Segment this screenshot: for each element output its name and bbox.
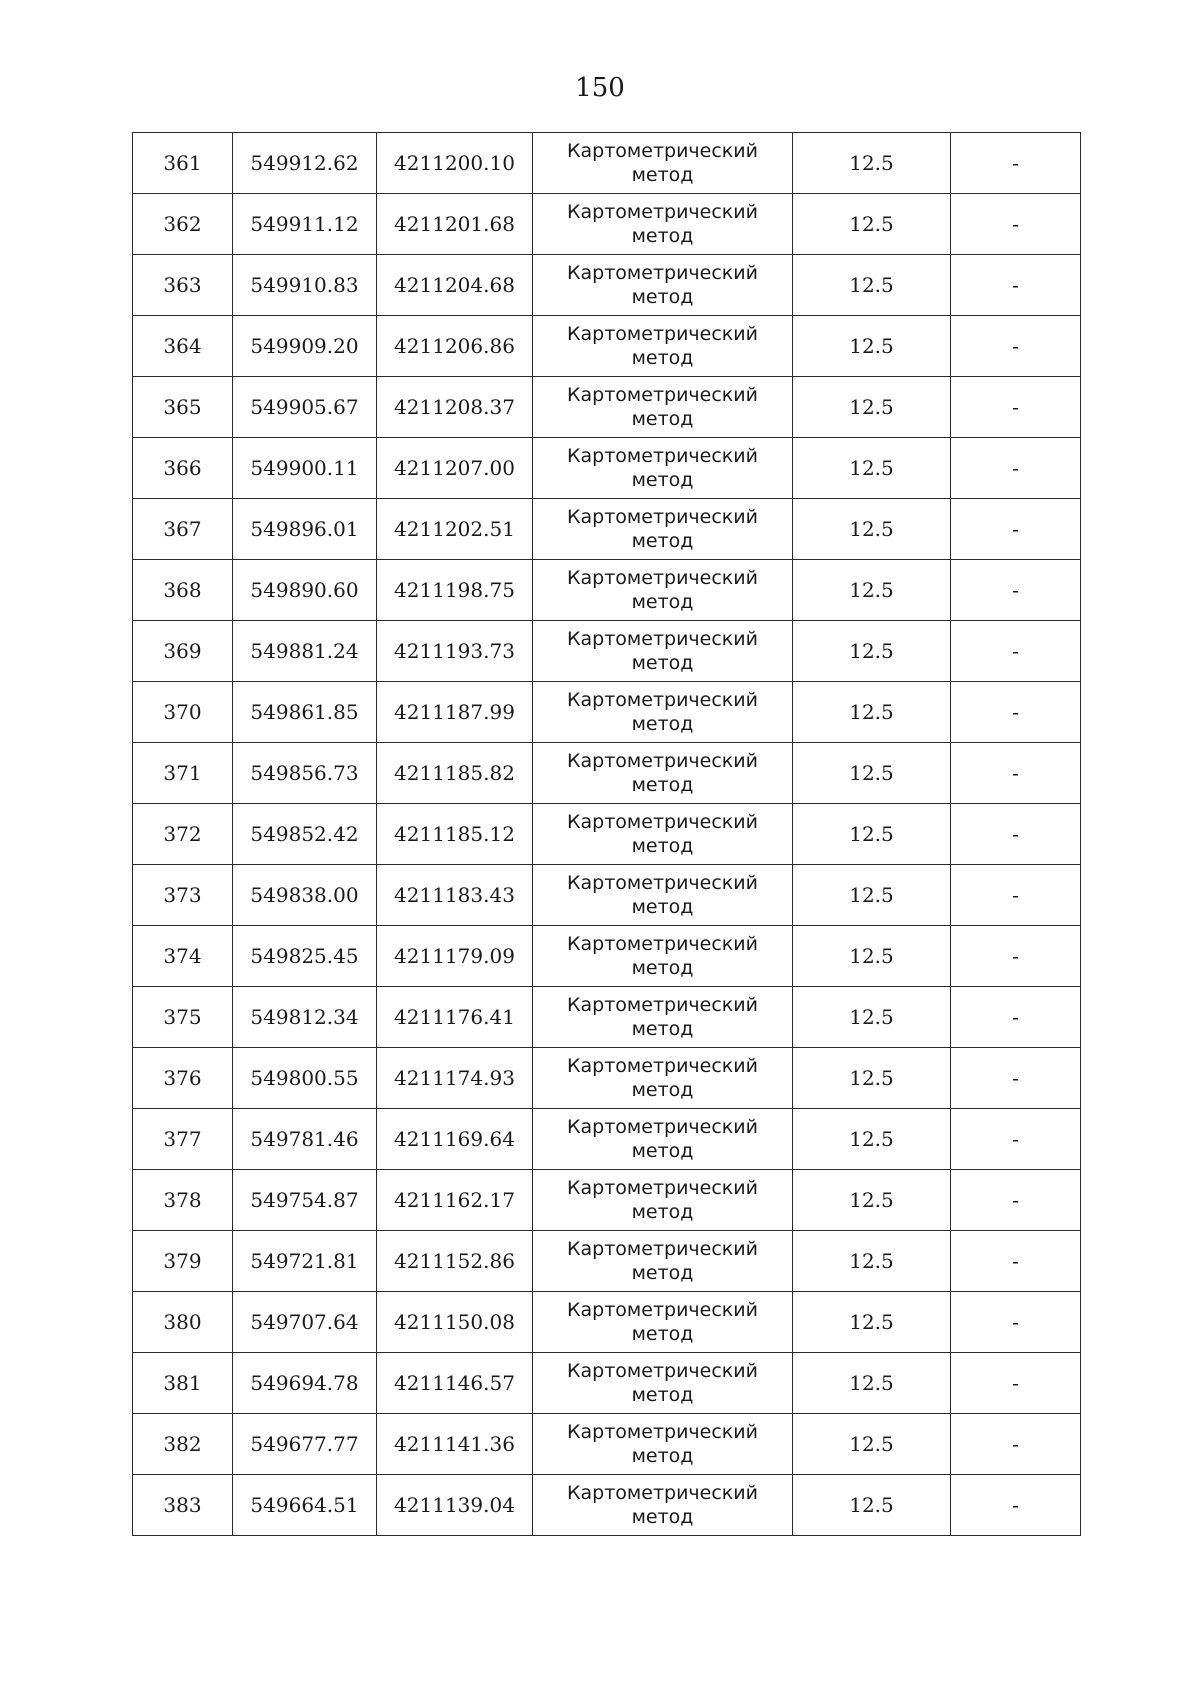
- note-cell: -: [951, 682, 1081, 743]
- y-coordinate-cell: 4211146.57: [377, 1353, 533, 1414]
- point-number-cell: 371: [133, 743, 233, 804]
- method-line-2: метод: [631, 225, 694, 247]
- point-number-cell: 368: [133, 560, 233, 621]
- accuracy-cell: 12.5: [793, 743, 951, 804]
- x-coordinate-cell: 549909.20: [233, 316, 377, 377]
- coordinates-table: [132, 132, 1081, 1536]
- method-line-2: метод: [631, 713, 694, 735]
- note-cell: -: [951, 377, 1081, 438]
- coordinates-table-body: [133, 133, 1081, 1536]
- accuracy-cell: 12.5: [793, 1231, 951, 1292]
- method-line-2: метод: [631, 530, 694, 552]
- method-line-2: метод: [631, 164, 694, 186]
- point-number-cell: 378: [133, 1170, 233, 1231]
- point-number-cell: 364: [133, 316, 233, 377]
- x-coordinate-cell: 549912.62: [233, 133, 377, 194]
- table-row: [133, 316, 1081, 377]
- method-line-2: метод: [631, 1262, 694, 1284]
- table-row: [133, 682, 1081, 743]
- table-row: [133, 499, 1081, 560]
- y-coordinate-cell: 4211183.43: [377, 865, 533, 926]
- method-line-2: метод: [631, 286, 694, 308]
- accuracy-cell: 12.5: [793, 1170, 951, 1231]
- note-cell: -: [951, 499, 1081, 560]
- note-cell: -: [951, 1292, 1081, 1353]
- note-cell: -: [951, 194, 1081, 255]
- accuracy-cell: 12.5: [793, 926, 951, 987]
- method-line-2: метод: [631, 1384, 694, 1406]
- y-coordinate-cell: 4211169.64: [377, 1109, 533, 1170]
- method-line-1: Картометрический: [567, 811, 758, 833]
- y-coordinate-cell: 4211176.41: [377, 987, 533, 1048]
- x-coordinate-cell: 549812.34: [233, 987, 377, 1048]
- point-number-cell: 366: [133, 438, 233, 499]
- note-cell: -: [951, 865, 1081, 926]
- table-row: [133, 804, 1081, 865]
- y-coordinate-cell: 4211208.37: [377, 377, 533, 438]
- accuracy-cell: 12.5: [793, 1048, 951, 1109]
- method-cell: [533, 1170, 793, 1231]
- method-line-1: Картометрический: [567, 323, 758, 345]
- y-coordinate-cell: 4211139.04: [377, 1475, 533, 1536]
- y-coordinate-cell: 4211202.51: [377, 499, 533, 560]
- point-number-cell: 382: [133, 1414, 233, 1475]
- table-row: [133, 743, 1081, 804]
- accuracy-cell: 12.5: [793, 133, 951, 194]
- method-line-1: Картометрический: [567, 750, 758, 772]
- accuracy-cell: 12.5: [793, 316, 951, 377]
- y-coordinate-cell: 4211201.68: [377, 194, 533, 255]
- method-line-1: Картометрический: [567, 689, 758, 711]
- accuracy-cell: 12.5: [793, 1292, 951, 1353]
- note-cell: -: [951, 133, 1081, 194]
- accuracy-cell: 12.5: [793, 804, 951, 865]
- method-cell: [533, 1231, 793, 1292]
- table-row: [133, 1292, 1081, 1353]
- method-cell: [533, 194, 793, 255]
- method-line-2: метод: [631, 1018, 694, 1040]
- note-cell: -: [951, 1048, 1081, 1109]
- method-cell: [533, 682, 793, 743]
- y-coordinate-cell: 4211187.99: [377, 682, 533, 743]
- method-line-1: Картометрический: [567, 384, 758, 406]
- method-line-2: метод: [631, 835, 694, 857]
- method-line-1: Картометрический: [567, 1421, 758, 1443]
- method-line-1: Картометрический: [567, 201, 758, 223]
- note-cell: -: [951, 316, 1081, 377]
- x-coordinate-cell: 549881.24: [233, 621, 377, 682]
- table-row: [133, 1475, 1081, 1536]
- point-number-cell: 373: [133, 865, 233, 926]
- method-cell: [533, 1109, 793, 1170]
- accuracy-cell: 12.5: [793, 194, 951, 255]
- table-row: [133, 1353, 1081, 1414]
- method-line-2: метод: [631, 591, 694, 613]
- accuracy-cell: 12.5: [793, 865, 951, 926]
- method-line-2: метод: [631, 408, 694, 430]
- accuracy-cell: 12.5: [793, 1475, 951, 1536]
- table-row: [133, 133, 1081, 194]
- point-number-cell: 381: [133, 1353, 233, 1414]
- point-number-cell: 375: [133, 987, 233, 1048]
- method-line-1: Картометрический: [567, 1360, 758, 1382]
- point-number-cell: 374: [133, 926, 233, 987]
- x-coordinate-cell: 549856.73: [233, 743, 377, 804]
- accuracy-cell: 12.5: [793, 255, 951, 316]
- x-coordinate-cell: 549900.11: [233, 438, 377, 499]
- point-number-cell: 372: [133, 804, 233, 865]
- note-cell: -: [951, 1353, 1081, 1414]
- method-cell: [533, 1475, 793, 1536]
- method-cell: [533, 316, 793, 377]
- note-cell: -: [951, 1170, 1081, 1231]
- x-coordinate-cell: 549905.67: [233, 377, 377, 438]
- method-line-2: метод: [631, 469, 694, 491]
- y-coordinate-cell: 4211185.12: [377, 804, 533, 865]
- method-line-2: метод: [631, 774, 694, 796]
- note-cell: -: [951, 1475, 1081, 1536]
- note-cell: -: [951, 743, 1081, 804]
- y-coordinate-cell: 4211141.36: [377, 1414, 533, 1475]
- accuracy-cell: 12.5: [793, 1109, 951, 1170]
- method-line-2: метод: [631, 896, 694, 918]
- y-coordinate-cell: 4211174.93: [377, 1048, 533, 1109]
- y-coordinate-cell: 4211200.10: [377, 133, 533, 194]
- method-cell: [533, 926, 793, 987]
- method-line-2: метод: [631, 1323, 694, 1345]
- method-cell: [533, 1414, 793, 1475]
- point-number-cell: 363: [133, 255, 233, 316]
- note-cell: -: [951, 255, 1081, 316]
- y-coordinate-cell: 4211198.75: [377, 560, 533, 621]
- table-row: [133, 865, 1081, 926]
- table-row: [133, 1170, 1081, 1231]
- method-cell: [533, 1292, 793, 1353]
- point-number-cell: 365: [133, 377, 233, 438]
- table-row: [133, 987, 1081, 1048]
- x-coordinate-cell: 549781.46: [233, 1109, 377, 1170]
- accuracy-cell: 12.5: [793, 377, 951, 438]
- x-coordinate-cell: 549664.51: [233, 1475, 377, 1536]
- accuracy-cell: 12.5: [793, 560, 951, 621]
- method-line-2: метод: [631, 1506, 694, 1528]
- point-number-cell: 376: [133, 1048, 233, 1109]
- page-number: 150: [575, 73, 625, 103]
- method-cell: [533, 621, 793, 682]
- point-number-cell: 380: [133, 1292, 233, 1353]
- method-line-2: метод: [631, 1140, 694, 1162]
- x-coordinate-cell: 549707.64: [233, 1292, 377, 1353]
- method-line-1: Картометрический: [567, 140, 758, 162]
- y-coordinate-cell: 4211193.73: [377, 621, 533, 682]
- point-number-cell: 377: [133, 1109, 233, 1170]
- x-coordinate-cell: 549838.00: [233, 865, 377, 926]
- method-line-1: Картометрический: [567, 1116, 758, 1138]
- y-coordinate-cell: 4211150.08: [377, 1292, 533, 1353]
- method-cell: [533, 987, 793, 1048]
- method-line-2: метод: [631, 347, 694, 369]
- method-line-1: Картометрический: [567, 872, 758, 894]
- method-line-1: Картометрический: [567, 1299, 758, 1321]
- x-coordinate-cell: 549800.55: [233, 1048, 377, 1109]
- method-line-1: Картометрический: [567, 1177, 758, 1199]
- y-coordinate-cell: 4211206.86: [377, 316, 533, 377]
- method-line-1: Картометрический: [567, 1238, 758, 1260]
- point-number-cell: 367: [133, 499, 233, 560]
- x-coordinate-cell: 549721.81: [233, 1231, 377, 1292]
- method-cell: [533, 865, 793, 926]
- table-row: [133, 1414, 1081, 1475]
- y-coordinate-cell: 4211162.17: [377, 1170, 533, 1231]
- method-cell: [533, 1353, 793, 1414]
- x-coordinate-cell: 549825.45: [233, 926, 377, 987]
- y-coordinate-cell: 4211207.00: [377, 438, 533, 499]
- table-row: [133, 194, 1081, 255]
- method-cell: [533, 560, 793, 621]
- method-line-1: Картометрический: [567, 506, 758, 528]
- table-row: [133, 1109, 1081, 1170]
- x-coordinate-cell: 549677.77: [233, 1414, 377, 1475]
- note-cell: -: [951, 1109, 1081, 1170]
- table-row: [133, 621, 1081, 682]
- table-row: [133, 926, 1081, 987]
- method-line-2: метод: [631, 652, 694, 674]
- point-number-cell: 370: [133, 682, 233, 743]
- method-line-2: метод: [631, 1079, 694, 1101]
- method-cell: [533, 743, 793, 804]
- accuracy-cell: 12.5: [793, 499, 951, 560]
- method-line-1: Картометрический: [567, 1482, 758, 1504]
- method-line-2: метод: [631, 1201, 694, 1223]
- table-row: [133, 560, 1081, 621]
- method-line-1: Картометрический: [567, 445, 758, 467]
- table-row: [133, 377, 1081, 438]
- note-cell: -: [951, 987, 1081, 1048]
- table-row: [133, 1231, 1081, 1292]
- point-number-cell: 383: [133, 1475, 233, 1536]
- table-row: [133, 255, 1081, 316]
- table-row: [133, 1048, 1081, 1109]
- method-line-1: Картометрический: [567, 994, 758, 1016]
- accuracy-cell: 12.5: [793, 438, 951, 499]
- x-coordinate-cell: 549861.85: [233, 682, 377, 743]
- x-coordinate-cell: 549754.87: [233, 1170, 377, 1231]
- point-number-cell: 362: [133, 194, 233, 255]
- x-coordinate-cell: 549852.42: [233, 804, 377, 865]
- method-line-1: Картометрический: [567, 1055, 758, 1077]
- method-line-1: Картометрический: [567, 262, 758, 284]
- note-cell: -: [951, 560, 1081, 621]
- accuracy-cell: 12.5: [793, 987, 951, 1048]
- method-cell: [533, 438, 793, 499]
- method-cell: [533, 133, 793, 194]
- method-cell: [533, 377, 793, 438]
- note-cell: -: [951, 438, 1081, 499]
- table-row: [133, 438, 1081, 499]
- x-coordinate-cell: 549896.01: [233, 499, 377, 560]
- method-cell: [533, 1048, 793, 1109]
- note-cell: -: [951, 621, 1081, 682]
- point-number-cell: 379: [133, 1231, 233, 1292]
- accuracy-cell: 12.5: [793, 682, 951, 743]
- method-line-1: Картометрический: [567, 933, 758, 955]
- accuracy-cell: 12.5: [793, 621, 951, 682]
- y-coordinate-cell: 4211152.86: [377, 1231, 533, 1292]
- x-coordinate-cell: 549694.78: [233, 1353, 377, 1414]
- method-line-2: метод: [631, 957, 694, 979]
- point-number-cell: 361: [133, 133, 233, 194]
- accuracy-cell: 12.5: [793, 1353, 951, 1414]
- x-coordinate-cell: 549910.83: [233, 255, 377, 316]
- point-number-cell: 369: [133, 621, 233, 682]
- y-coordinate-cell: 4211179.09: [377, 926, 533, 987]
- method-cell: [533, 499, 793, 560]
- method-line-2: метод: [631, 1445, 694, 1467]
- x-coordinate-cell: 549890.60: [233, 560, 377, 621]
- accuracy-cell: 12.5: [793, 1414, 951, 1475]
- y-coordinate-cell: 4211204.68: [377, 255, 533, 316]
- method-line-1: Картометрический: [567, 628, 758, 650]
- method-line-1: Картометрический: [567, 567, 758, 589]
- note-cell: -: [951, 1414, 1081, 1475]
- note-cell: -: [951, 804, 1081, 865]
- note-cell: -: [951, 1231, 1081, 1292]
- method-cell: [533, 255, 793, 316]
- method-cell: [533, 804, 793, 865]
- note-cell: -: [951, 926, 1081, 987]
- x-coordinate-cell: 549911.12: [233, 194, 377, 255]
- y-coordinate-cell: 4211185.82: [377, 743, 533, 804]
